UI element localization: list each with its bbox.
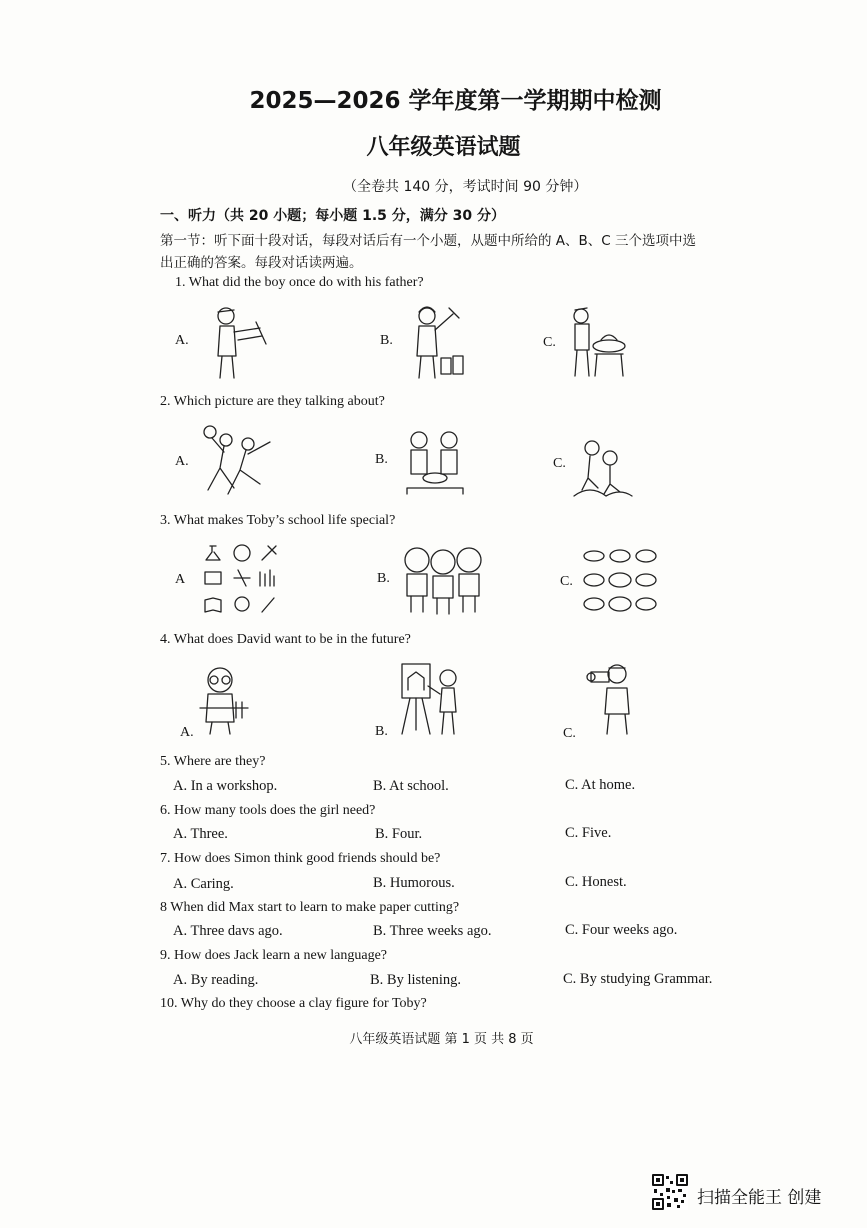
q9-option-b: B. By listening.	[370, 972, 462, 988]
q3-label-c: C.	[560, 574, 573, 589]
q7-option-a: A. Caring.	[173, 876, 234, 892]
q3-label-a: A	[175, 572, 186, 587]
question-6: 6. How many tools does the girl need?	[160, 803, 376, 818]
q2-label-b: B.	[375, 452, 388, 467]
q6-option-b: B. Four.	[375, 826, 423, 842]
q8-option-c: C. Four weeks ago.	[565, 922, 678, 938]
question-9: 9. How does Jack learn a new language?	[160, 948, 388, 963]
question-4: 4. What does David want to be in the future?	[160, 632, 411, 647]
q5-option-a: A. In a workshop.	[173, 778, 278, 794]
friends-icon	[397, 542, 489, 616]
cake-icon	[403, 428, 467, 496]
q1-label-b: B.	[380, 333, 393, 348]
question-10: 10. Why do they choose a clay figure for Toby?	[160, 996, 427, 1011]
scanner-watermark: 扫描全能王 创建	[697, 1188, 822, 1208]
instruction-line-2: 出正确的答案。每段对话读两遍。	[160, 255, 363, 271]
qr-code-icon	[652, 1174, 688, 1210]
question-7: 7. How does Simon think good friends should be?	[160, 851, 441, 866]
q9-option-c: C. By studying Grammar.	[563, 971, 713, 987]
question-8: 8 When did Max start to learn to make paper cutting?	[160, 900, 460, 915]
q6-option-c: C. Five.	[565, 825, 612, 841]
basketball-icon	[200, 424, 282, 500]
q5-option-b: B. At school.	[373, 778, 449, 794]
exam-subtitle: 八年级英语试题	[366, 135, 521, 160]
q7-option-b: B. Humorous.	[373, 875, 455, 891]
q1-label-c: C.	[543, 335, 556, 350]
instruction-line-1: 第一节：听下面十段对话，每段对话后有一个小题，从题中所给的 A、B、C 三个选项中选	[160, 233, 697, 249]
q4-label-b: B.	[375, 724, 388, 739]
question-5: 5. Where are they?	[160, 754, 266, 769]
q2-label-c: C.	[553, 456, 566, 471]
question-1: 1. What did the boy once do with his father?	[175, 275, 424, 290]
exam-info: （全卷共 140 分，考试时间 90 分钟）	[343, 179, 588, 195]
q6-option-a: A. Three.	[173, 826, 228, 842]
cooking-icon	[565, 302, 635, 382]
q4-label-a: A.	[180, 725, 194, 740]
photographer-icon	[585, 660, 635, 736]
q8-option-b: B. Three weeks ago.	[373, 923, 492, 939]
school-subjects-icon	[202, 542, 280, 616]
section-heading: 一、听力（共 20 小题；每小题 1.5 分，满分 30 分）	[160, 208, 506, 224]
hiking-icon	[570, 434, 634, 500]
q9-option-a: A. By reading.	[173, 972, 259, 988]
q7-option-c: C. Honest.	[565, 874, 627, 890]
exam-title: 2025—2026 学年度第一学期期中检测	[249, 88, 662, 114]
farming-icon	[200, 300, 270, 382]
painter-icon	[398, 660, 466, 736]
q5-option-c: C. At home.	[565, 777, 636, 793]
food-icon	[580, 542, 660, 618]
q3-label-b: B.	[377, 571, 390, 586]
question-2: 2. Which picture are they talking about?	[160, 394, 385, 409]
q1-label-a: A.	[175, 333, 189, 348]
scientist-icon	[196, 662, 252, 734]
question-3: 3. What makes Toby’s school life special?	[160, 513, 396, 528]
q2-label-a: A.	[175, 454, 189, 469]
q4-label-c: C.	[563, 726, 576, 741]
page-footer: 八年级英语试题 第 1 页 共 8 页	[349, 1032, 534, 1047]
painting-wall-icon	[405, 300, 475, 382]
q8-option-a: A. Three davs ago.	[173, 923, 283, 939]
